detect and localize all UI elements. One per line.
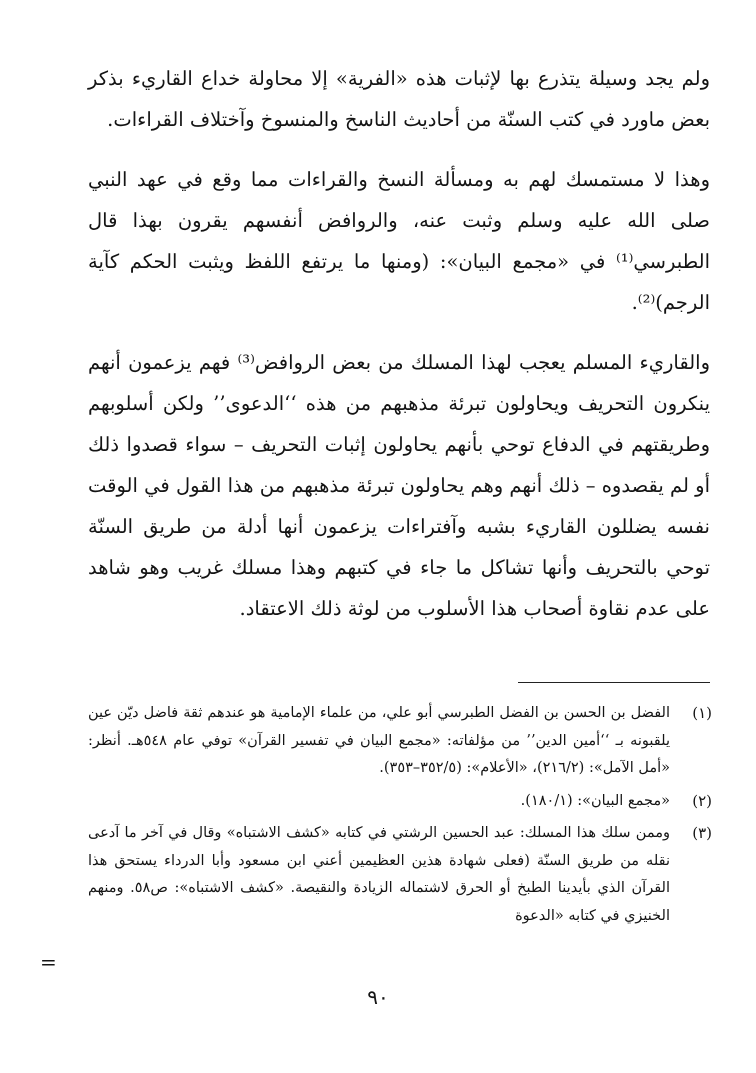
footnote-1 (88, 700, 712, 783)
paragraph-3: والقاريء المسلم يعجب لهذا المسلك من بعض الروافض⁽³⁾ فهم يزعمون أنهم ينكرون التحريف ويحاولون تبرئة مذهبهم من هذه ‘‘الدعوى’’ ولكن أسلوبهم وطريقتهم في الدفاع توحي بأنهم يحاولون إثبات التحريف – سواء قصدوا ذلك أو لم يقصدوه – ذلك أنهم وهم يحاولون تبرئة مذهبهم من هذا القول في الوقت نفسه يضللون القاريء بشبه وآفتراءات يزعمون أنها أدلة من طريق السنّة توحي بالتحريف وأنها تشاكل ما جاء في كتبهم وهذا مسلك غريب وهو شاهد على عدم نقاوة أصحاب هذا الأسلوب من لوثة ذلك الاعتقاد. (88, 351, 710, 620)
continuation-mark: = (40, 950, 57, 974)
footnote-number: (١) (692, 704, 712, 722)
footnote-number: (٣) (692, 824, 712, 842)
main-text (88, 58, 710, 648)
footnote-text: «مجمع البيان»: (١٨٠/١). (520, 792, 670, 809)
footnote-text: وممن سلك هذا المسلك: عبد الحسين الرشتي في كتابه «كشف الاشتباه» وقال في آخر ما آدعى نقله من طريق السنّة (فعلى شهادة هذين العظيمين أعني ابن مسعود وأبا الدرداء يستحق هذا القرآن الذي بأيدينا الطبخ أو الحرق لاشتماله الزيادة والنقيصة. «كشف الاشتباه»: ص٥٨. ومنهم الخنيزي في كتابه «الدعوة (88, 825, 670, 924)
footnote-text: الفضل بن الحسن بن الفضل الطبرسي أبو علي، من علماء الإمامية هو عندهم ثقة فاضل ديّن عين يلقبونه بـ ‘‘أمين الدين’’ من مؤلفاته: «مجمع البيان في تفسير القرآن» توفي عام ٥٤٨هـ. أنظر: «أمل الآمل»: (٢١٦/٢)، «الأعلام»: (٣٥٢/٥–٣٥٣). (88, 705, 670, 776)
footnote-separator (518, 682, 710, 683)
paragraph-2: وهذا لا مستمسك لهم به ومسألة النسخ والقراءات مما وقع في عهد النبي صلى الله عليه وسلم وثبت عنه، والروافض أنفسهم يقرون بهذا قال الطبرسي⁽¹⁾ في «مجمع البيان»: (ومنها ما يرتفع اللفظ ويثبت الحكم كآية الرجم)⁽²⁾. (88, 168, 710, 314)
paragraph-1: ولم يجد وسيلة يتذرع بها لإثبات هذه «الفرية» إلا محاولة خداع القاريء بذكر بعض ماورد في كتب السنّة من أحاديث الناسخ والمنسوخ وآختلاف القراءات. (88, 67, 710, 131)
footnote-3 (88, 820, 712, 930)
footnotes (88, 700, 712, 935)
footnote-number: (٢) (692, 791, 712, 810)
page-number: ٩٠ (367, 985, 389, 1009)
footnote-2 (88, 788, 712, 816)
